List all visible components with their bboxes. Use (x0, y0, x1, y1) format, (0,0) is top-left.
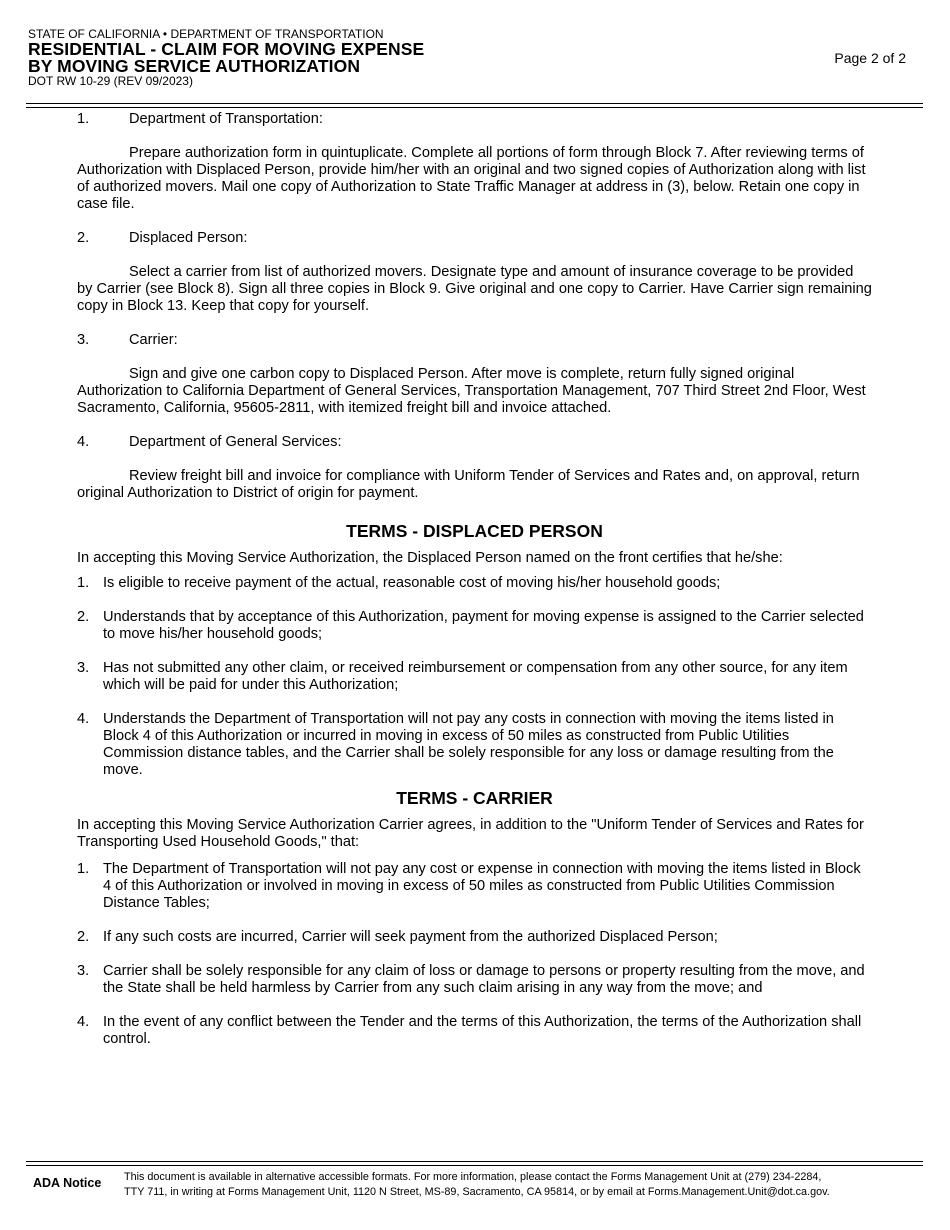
list-item (77, 963, 872, 997)
terms-displaced-intro: In accepting this Moving Service Authorization, the Displaced Person named on the front certifies that he/she: (77, 550, 783, 566)
item-text: If any such costs are incurred, Carrier will seek payment from the authorized Displaced Person; (103, 929, 718, 945)
form-title-line2: BY MOVING SERVICE AUTHORIZATION (28, 56, 361, 76)
item-text: The Department of Transportation will not pay any cost or expense in connection with moving the items listed in Block 4 of this Authorization or involved in moving in excess of 50 miles as constructed from Public Utilities Commission Distance Tables; (103, 861, 861, 911)
item-number: 3. (77, 963, 90, 979)
page-content (77, 111, 872, 1048)
instruction-number: 3. (77, 332, 90, 348)
item-text: Carrier shall be solely responsible for any claim of loss or damage to persons or property resulting from the move, and the State shall be held harmless by Carrier from any such claim arising in any way from the move; and (103, 963, 865, 996)
instruction-number: 2. (77, 230, 90, 246)
instruction-2 (77, 230, 872, 315)
item-number: 4. (77, 711, 90, 727)
header-rule (26, 103, 923, 104)
item-text: In the event of any conflict between the Tender and the terms of this Authorization, the terms of the Authorization shall control. (103, 1014, 862, 1047)
list-item (77, 660, 872, 694)
item-number: 4. (77, 1014, 90, 1030)
item-number: 1. (77, 575, 90, 591)
footer-rule-thin (26, 1161, 923, 1162)
instruction-4 (77, 434, 872, 502)
item-text: Has not submitted any other claim, or received reimbursement or compensation from any other source, for any item which will be paid for under this Authorization; (103, 660, 848, 693)
item-number: 2. (77, 609, 90, 625)
list-item (77, 929, 872, 946)
list-item (77, 609, 872, 643)
form-header (28, 27, 923, 88)
ada-notice-text (124, 1170, 923, 1200)
item-text: Is eligible to receive payment of the actual, reasonable cost of moving his/her household goods; (103, 575, 721, 591)
ada-footer (26, 1170, 923, 1200)
instruction-text: Review freight bill and invoice for compliance with Uniform Tender of Services and Rates and, on approval, return original Authorization to District of origin for payment. (77, 468, 860, 501)
terms-displaced-title: TERMS - DISPLACED PERSON (346, 521, 603, 541)
page-number: Page 2 of 2 (834, 50, 906, 66)
ada-notice-label: ADA Notice (33, 1176, 102, 1190)
instruction-text: Select a carrier from list of authorized movers. Designate type and amount of insurance coverage to be provided by Carrier (see Block 8). Sign all three copies in Block 9. Give original and one copy to Carrier. Have Carrier sign remaining copy in Block 13. Keep that copy for yourself. (77, 264, 872, 314)
instruction-number: 1. (77, 111, 90, 127)
instruction-text: Prepare authorization form in quintuplicate. Complete all portions of form through Block 7. After reviewing terms of Authorization with Displaced Person, provide him/her with an original and two signed copies of Authorization along with list of authorized movers. Mail one copy of Authorization to State Traffic Manager at address in (3), below. Retain one copy in case file. (77, 145, 866, 212)
instruction-text: Sign and give one carbon copy to Displaced Person. After move is complete, return fully signed original Authorization to California Department of General Services, Transportation Management, 707 Third Street 2nd Floor, West Sacramento, California, 95605-2811, with itemized freight bill and invoice attached. (77, 366, 866, 416)
form-number: DOT RW 10-29 (REV 09/2023) (28, 74, 193, 88)
ada-notice-line1: This document is available in alternative accessible formats. For more information, please contact the Forms Management Unit at (279) 234-2284, (124, 1171, 822, 1183)
instruction-1 (77, 111, 872, 213)
instruction-heading: Carrier: (129, 332, 178, 348)
agency-line: STATE OF CALIFORNIA • DEPARTMENT OF TRANSPORTATION (28, 27, 384, 41)
item-text: Understands the Department of Transportation will not pay any costs in connection with moving the items listed in Block 4 of this Authorization or incurred in moving in excess of 50 miles as constructed from Public Utilities Commission distance tables, and the Carrier shall be solely responsible for any loss or damage resulting from the move. (103, 711, 834, 778)
item-number: 2. (77, 929, 90, 945)
terms-carrier-list (77, 861, 872, 1048)
instruction-number: 4. (77, 434, 90, 450)
list-item (77, 711, 872, 779)
instruction-heading: Department of General Services: (129, 434, 342, 450)
instruction-heading: Department of Transportation: (129, 111, 323, 127)
list-item (77, 575, 872, 592)
footer-rule (26, 1165, 923, 1166)
terms-displaced-list (77, 575, 872, 779)
instruction-3 (77, 332, 872, 417)
header-rule-thin (26, 107, 923, 108)
item-text: Understands that by acceptance of this Authorization, payment for moving expense is assigned to the Carrier selected to move his/her household goods; (103, 609, 864, 642)
instruction-heading: Displaced Person: (129, 230, 248, 246)
item-number: 1. (77, 861, 90, 877)
form-title-line1: RESIDENTIAL - CLAIM FOR MOVING EXPENSE (28, 39, 425, 59)
terms-carrier-title: TERMS - CARRIER (396, 788, 553, 808)
item-number: 3. (77, 660, 90, 676)
terms-carrier-intro: In accepting this Moving Service Authorization Carrier agrees, in addition to the "Uniform Tender of Services and Rates for Transporting Used Household Goods," that: (77, 817, 864, 850)
list-item (77, 1014, 872, 1048)
ada-notice-line2: TTY 711, in writing at Forms Management Unit, 1120 N Street, MS-89, Sacramento, CA 95814, or by email at Forms.Management.Unit@dot.ca.gov. (124, 1186, 830, 1198)
list-item (77, 861, 872, 912)
